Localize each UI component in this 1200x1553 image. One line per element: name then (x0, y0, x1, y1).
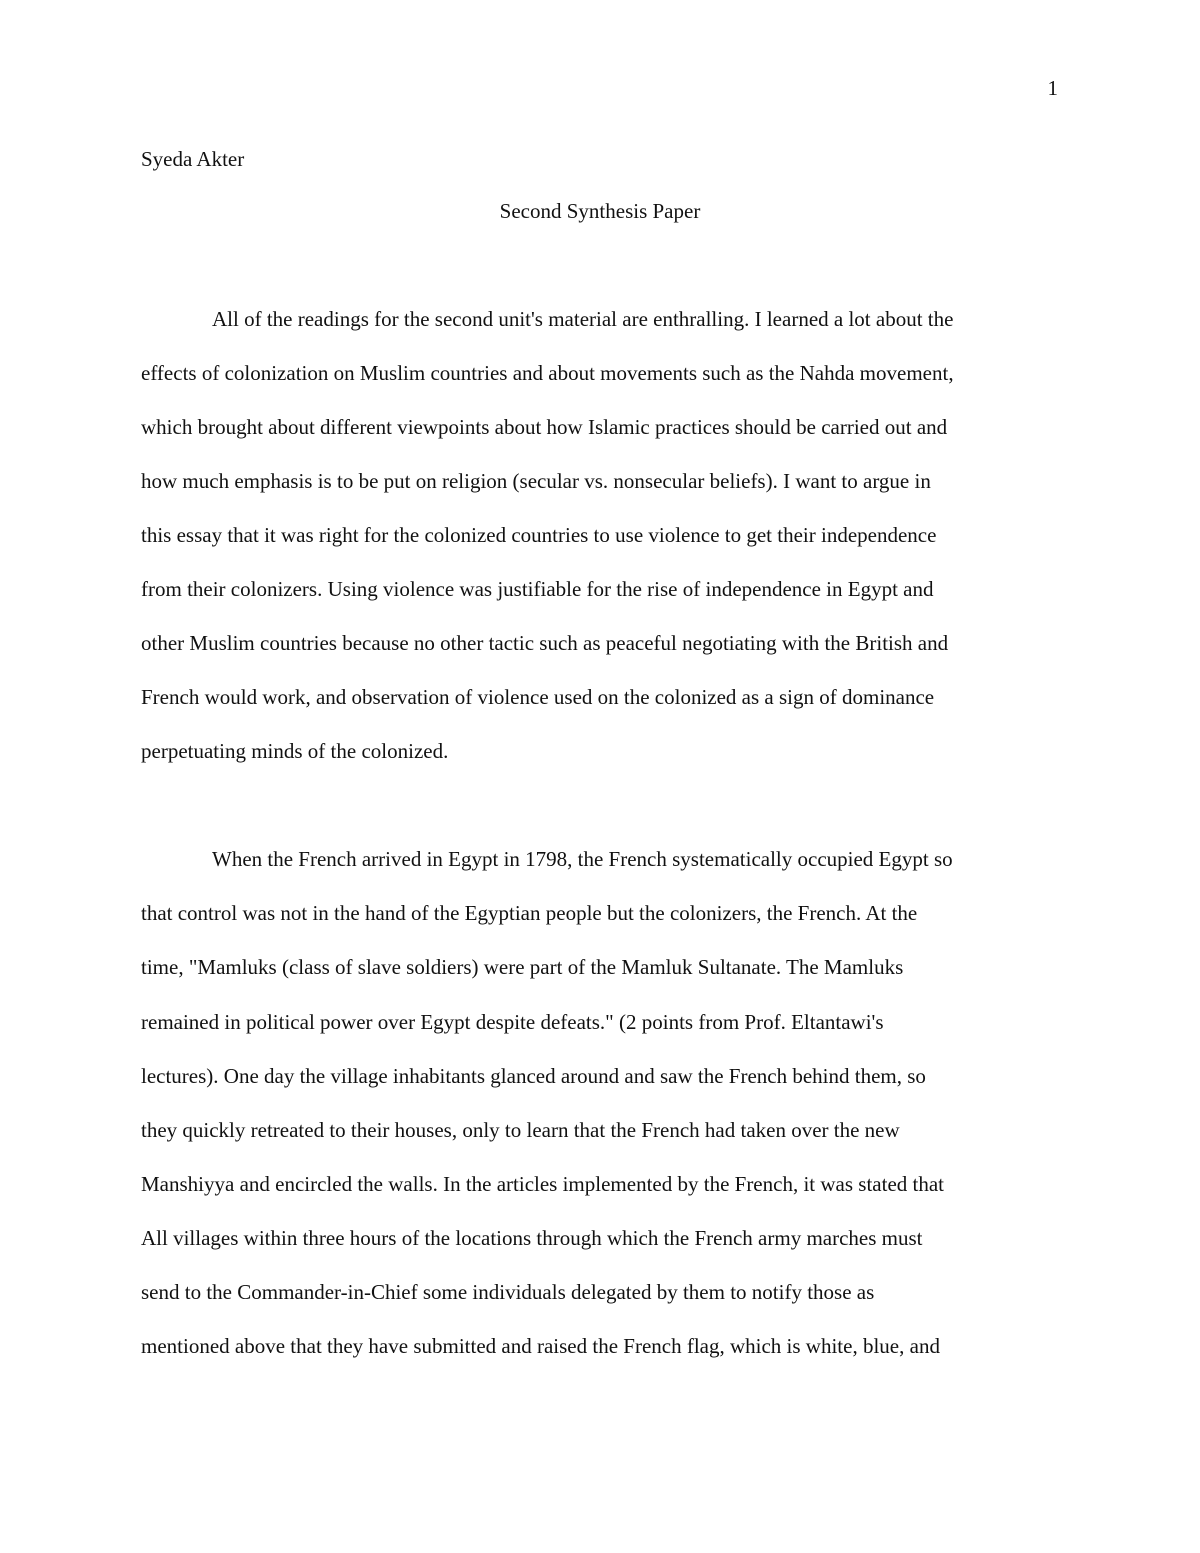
page-number: 1 (1047, 76, 1058, 100)
paragraph-line: from their colonizers. Using violence was justifiable for the rise of independence in Egypt and (141, 577, 934, 601)
paragraph-line: mentioned above that they have submitted and raised the French flag, which is white, blue, and (141, 1334, 940, 1358)
paper-title: Second Synthesis Paper (499, 199, 701, 223)
author-name: Syeda Akter (141, 147, 245, 171)
paragraph-line: other Muslim countries because no other tactic such as peaceful negotiating with the British and (141, 631, 949, 655)
paragraph-line: which brought about different viewpoints about how Islamic practices should be carried out and (141, 415, 948, 439)
paragraph-line: All villages within three hours of the locations through which the French army marches must (141, 1226, 923, 1250)
paragraph-line: how much emphasis is to be put on religion (secular vs. nonsecular beliefs). I want to argue in (141, 469, 931, 493)
paragraph-line: Manshiyya and encircled the walls. In the articles implemented by the French, it was stated that (141, 1172, 945, 1196)
paragraph-line: French would work, and observation of violence used on the colonized as a sign of dominance (141, 685, 935, 709)
paragraph-line: When the French arrived in Egypt in 1798, the French systematically occupied Egypt so (212, 847, 953, 871)
paragraph-line: that control was not in the hand of the Egyptian people but the colonizers, the French. At the (141, 901, 918, 925)
paragraph-line: effects of colonization on Muslim countries and about movements such as the Nahda movement, (141, 361, 954, 385)
paragraph-line: perpetuating minds of the colonized. (141, 739, 449, 763)
paragraph-line: time, "Mamluks (class of slave soldiers) were part of the Mamluk Sultanate. The Mamluks (141, 955, 904, 979)
paragraph-line: lectures). One day the village inhabitants glanced around and saw the French behind them, so (141, 1064, 926, 1088)
paragraph-line: All of the readings for the second unit's material are enthralling. I learned a lot about the (212, 307, 954, 331)
paragraph-line: they quickly retreated to their houses, only to learn that the French had taken over the new (141, 1118, 900, 1142)
paragraph-line: this essay that it was right for the colonized countries to use violence to get their independence (141, 523, 937, 547)
paragraph-line: send to the Commander-in-Chief some individuals delegated by them to notify those as (141, 1280, 875, 1304)
paragraph-line: remained in political power over Egypt despite defeats." (2 points from Prof. Eltantawi's (141, 1010, 884, 1034)
